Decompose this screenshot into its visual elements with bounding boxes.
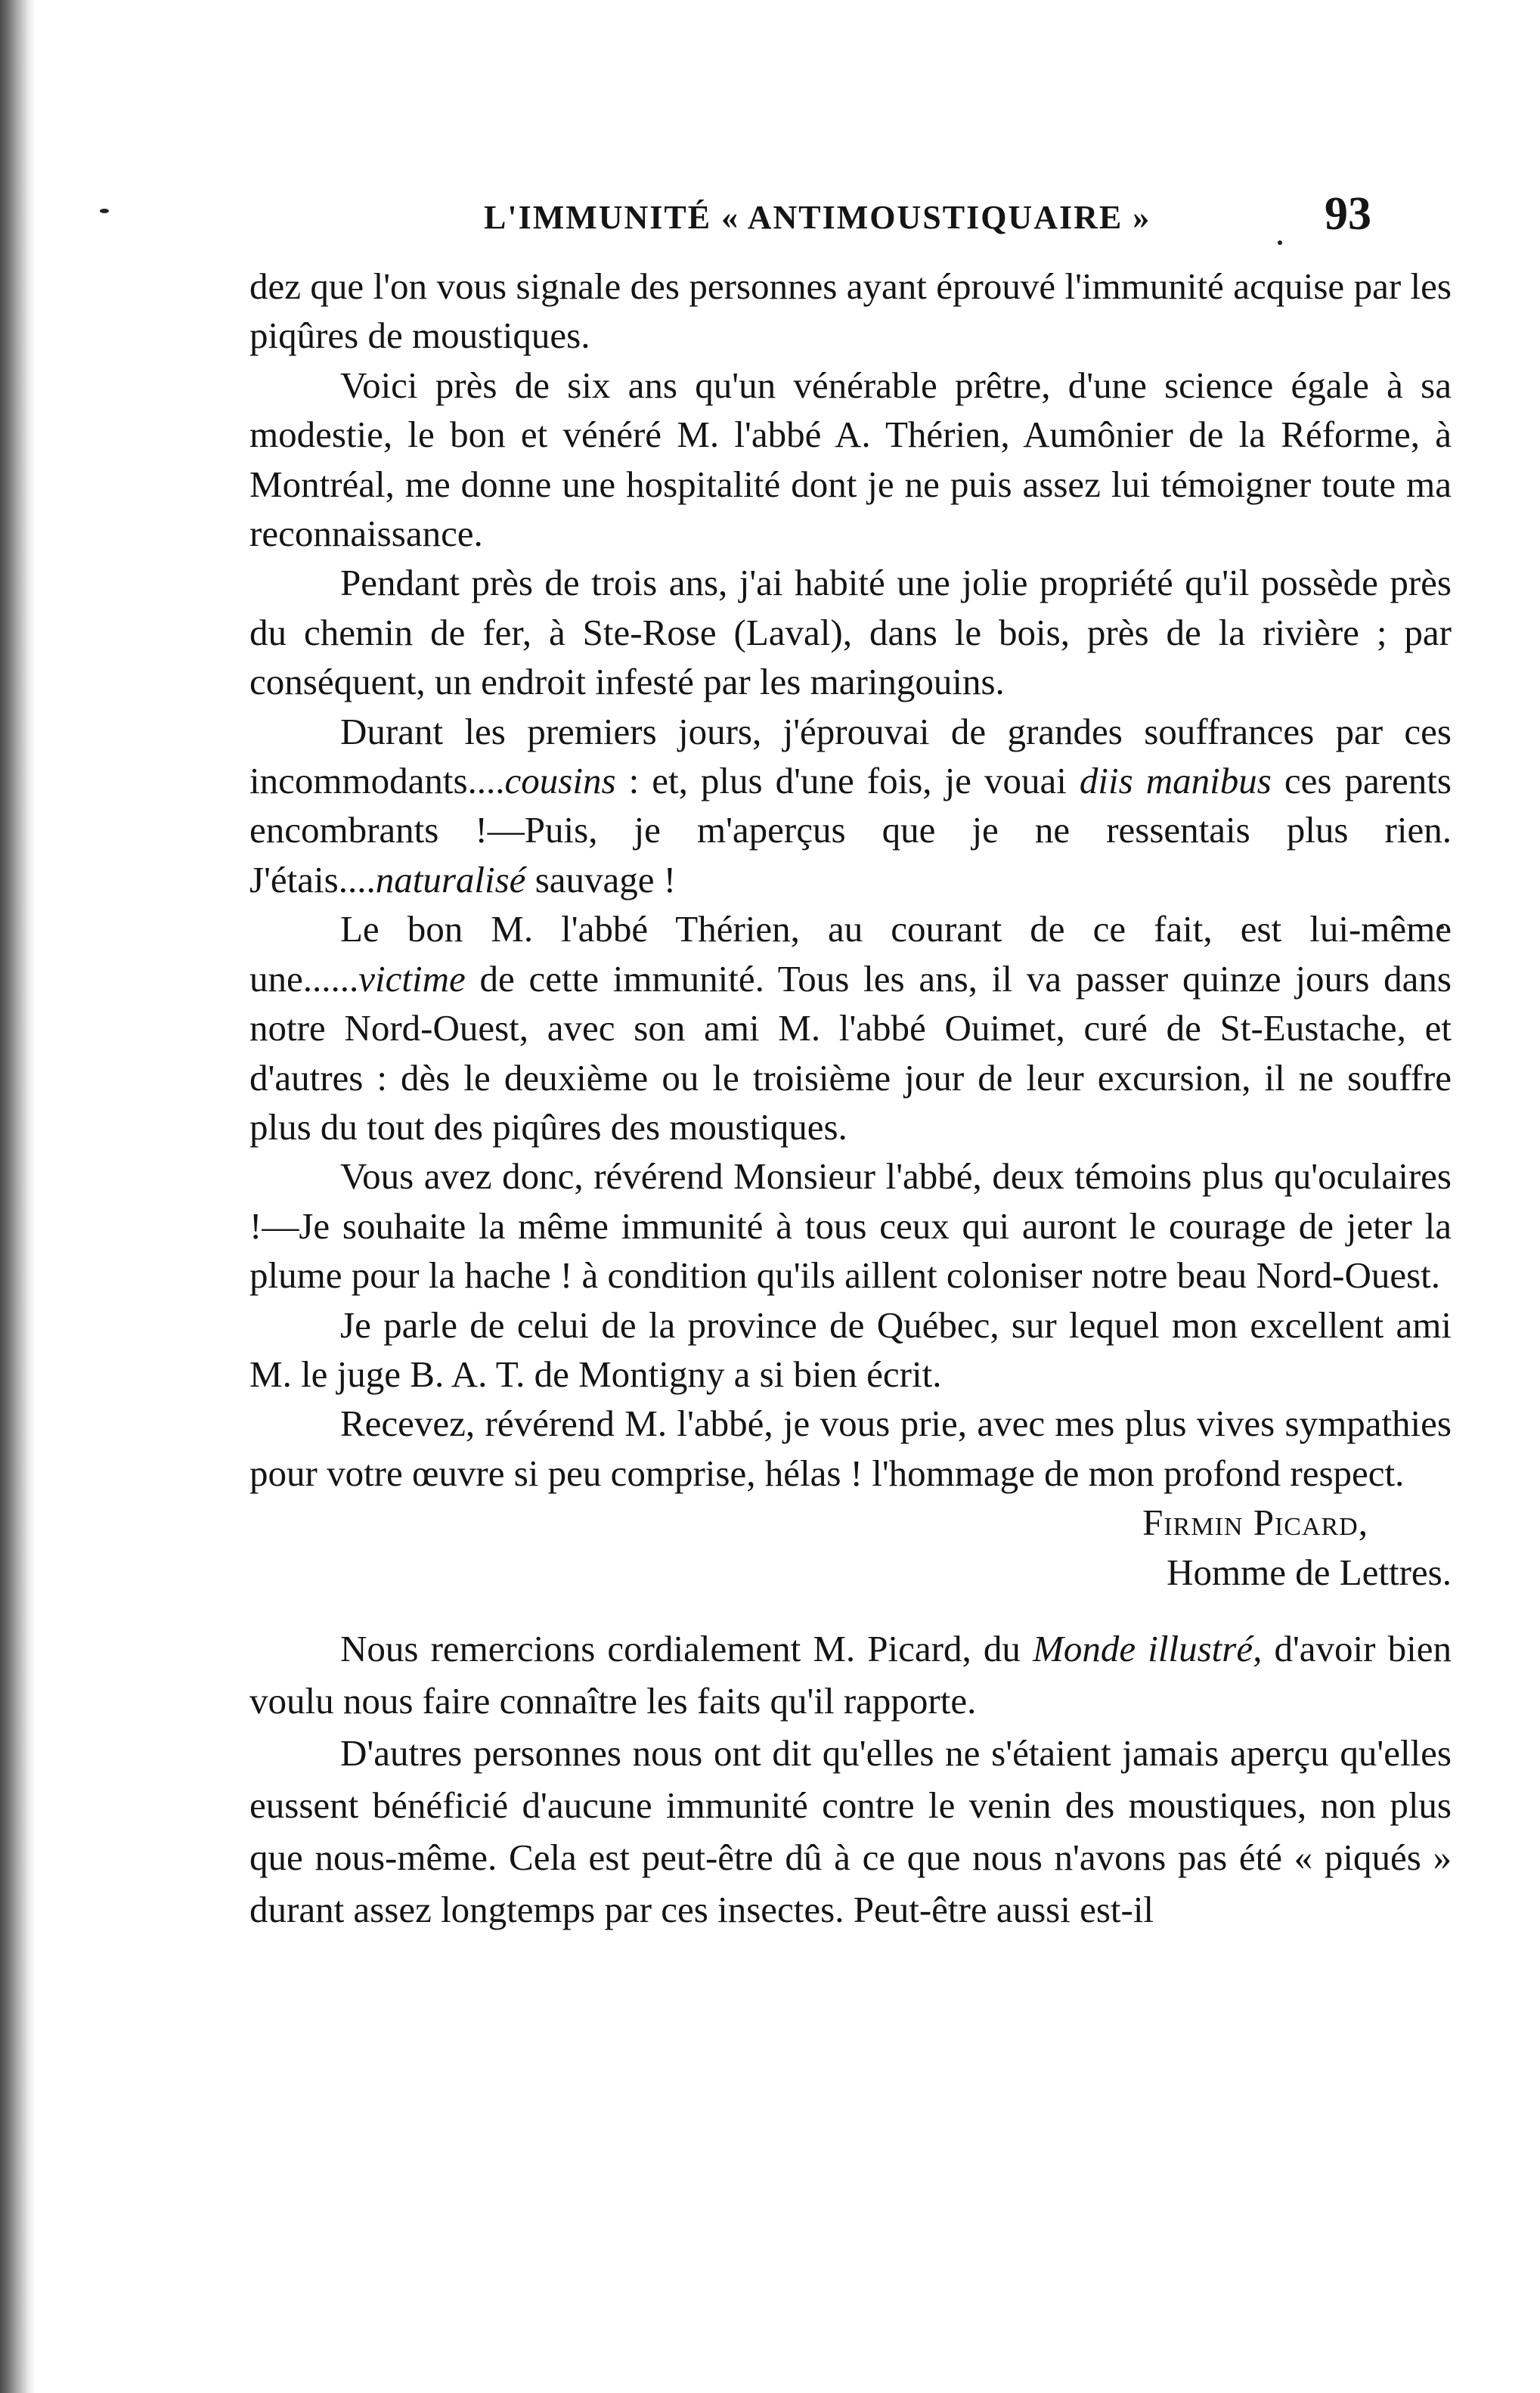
paragraph-5-italic-victime: victime bbox=[358, 957, 466, 1000]
paragraph-5 bbox=[249, 904, 1452, 1152]
scan-edge-shadow bbox=[0, 0, 35, 2393]
paragraph-5-text-a: Le bon M. l'abbé Thérien, au courant de ce fait, est lui-même une...... bbox=[249, 908, 1452, 1000]
paragraph-6: Vous avez donc, révérend Monsieur l'abbé, deux témoins plus qu'oculaires !—Je souhaite la même immunité à tous ceux qui auront le courage de jeter la plume pour la hache ! à condition qu'ils aillent coloniser notre beau Nord-Ouest. bbox=[249, 1155, 1452, 1297]
paragraph-9-italic-monde-illustre: Monde illustré, bbox=[1033, 1627, 1263, 1669]
section-gap bbox=[249, 1597, 1452, 1623]
page-body bbox=[249, 262, 1452, 1936]
paragraph-5-text-b: de cette immunité. Tous les ans, il va passer quinze jours dans notre Nord-Ouest, avec son ami M. l'abbé Ouimet, curé de St-Eustache, et d'autres : dès le deuxième ou le troisième jour de leur excursion, il ne souffre plus du tout des piqûres des moustiques. bbox=[249, 957, 1452, 1148]
paragraph-4-text-b: : et, plus d'une fois, je vouai bbox=[615, 760, 1080, 802]
paragraph-1: dez que l'on vous signale des personnes ayant éprouvé l'immunité acquise par les piqûres de moustiques. bbox=[249, 265, 1452, 357]
paragraph-9-text-b: d'avoir bien voulu nous faire connaître les faits qu'il rapporte. bbox=[249, 1627, 1452, 1722]
paragraph-4 bbox=[249, 707, 1452, 905]
paragraph-8: Recevez, révérend M. l'abbé, je vous prie, avec mes plus vives sympathies pour votre œuvre si peu comprise, hélas ! l'hommage de mon profond respect. bbox=[249, 1403, 1452, 1494]
paragraph-3: Pendant près de trois ans, j'ai habité une jolie propriété qu'il possède près du chemin de fer, à Ste-Rose (Laval), dans le bois, près de la rivière ; par conséquent, un endroit infesté par les maringouins. bbox=[249, 562, 1452, 703]
page-number: 93 bbox=[1325, 188, 1371, 240]
scan-speck bbox=[1278, 240, 1282, 245]
paragraph-4-text-d: sauvage ! bbox=[525, 858, 677, 900]
signature-name bbox=[249, 1498, 1452, 1547]
paragraph-2: Voici près de six ans qu'un vénérable prêtre, d'une science égale à sa modestie, le bon et vénéré M. l'abbé A. Thérien, Aumônier de la Réforme, à Montréal, me donne une hospitalité dont je ne puis assez lui témoigner toute ma reconnaissance. bbox=[249, 364, 1452, 555]
paragraph-7: Je parle de celui de la province de Québec, sur lequel mon excellent ami M. le juge B. A. T. de Montigny a si bien écrit. bbox=[249, 1303, 1452, 1395]
scan-speck bbox=[100, 209, 109, 213]
running-title: L'IMMUNITÉ « ANTIMOUSTIQUAIRE » bbox=[484, 199, 1151, 236]
signature-name-text: Firmin Picard, bbox=[1142, 1502, 1368, 1544]
paragraph-10: D'autres personnes nous ont dit qu'elles ne s'étaient jamais aperçu qu'elles eussent bénéficié d'aucune immunité contre le venin des moustiques, non plus que nous-même. Cela est peut-être dû à ce que nous n'avons pas été « piqués » durant assez longtemps par ces insectes. Peut-être aussi est-il bbox=[249, 1731, 1452, 1930]
paragraph-4-italic-diis-manibus: diis manibus bbox=[1079, 760, 1272, 802]
paragraph-4-italic-cousins: cousins bbox=[504, 760, 616, 802]
paragraph-4-italic-naturalise: naturalisé bbox=[375, 858, 526, 900]
paragraph-9 bbox=[249, 1623, 1452, 1727]
paragraph-4-text-c: ces parents encombrants !—Puis, je m'aperçus que je ne ressentais plus rien. J'étais.... bbox=[249, 760, 1452, 900]
signature-title: Homme de Lettres. bbox=[1167, 1551, 1452, 1593]
paragraph-4-text-a: Durant les premiers jours, j'éprouvai de grandes souffrances par ces incommodants.... bbox=[249, 710, 1452, 802]
paragraph-9-text-a: Nous remercions cordialement M. Picard, du bbox=[340, 1627, 1033, 1669]
